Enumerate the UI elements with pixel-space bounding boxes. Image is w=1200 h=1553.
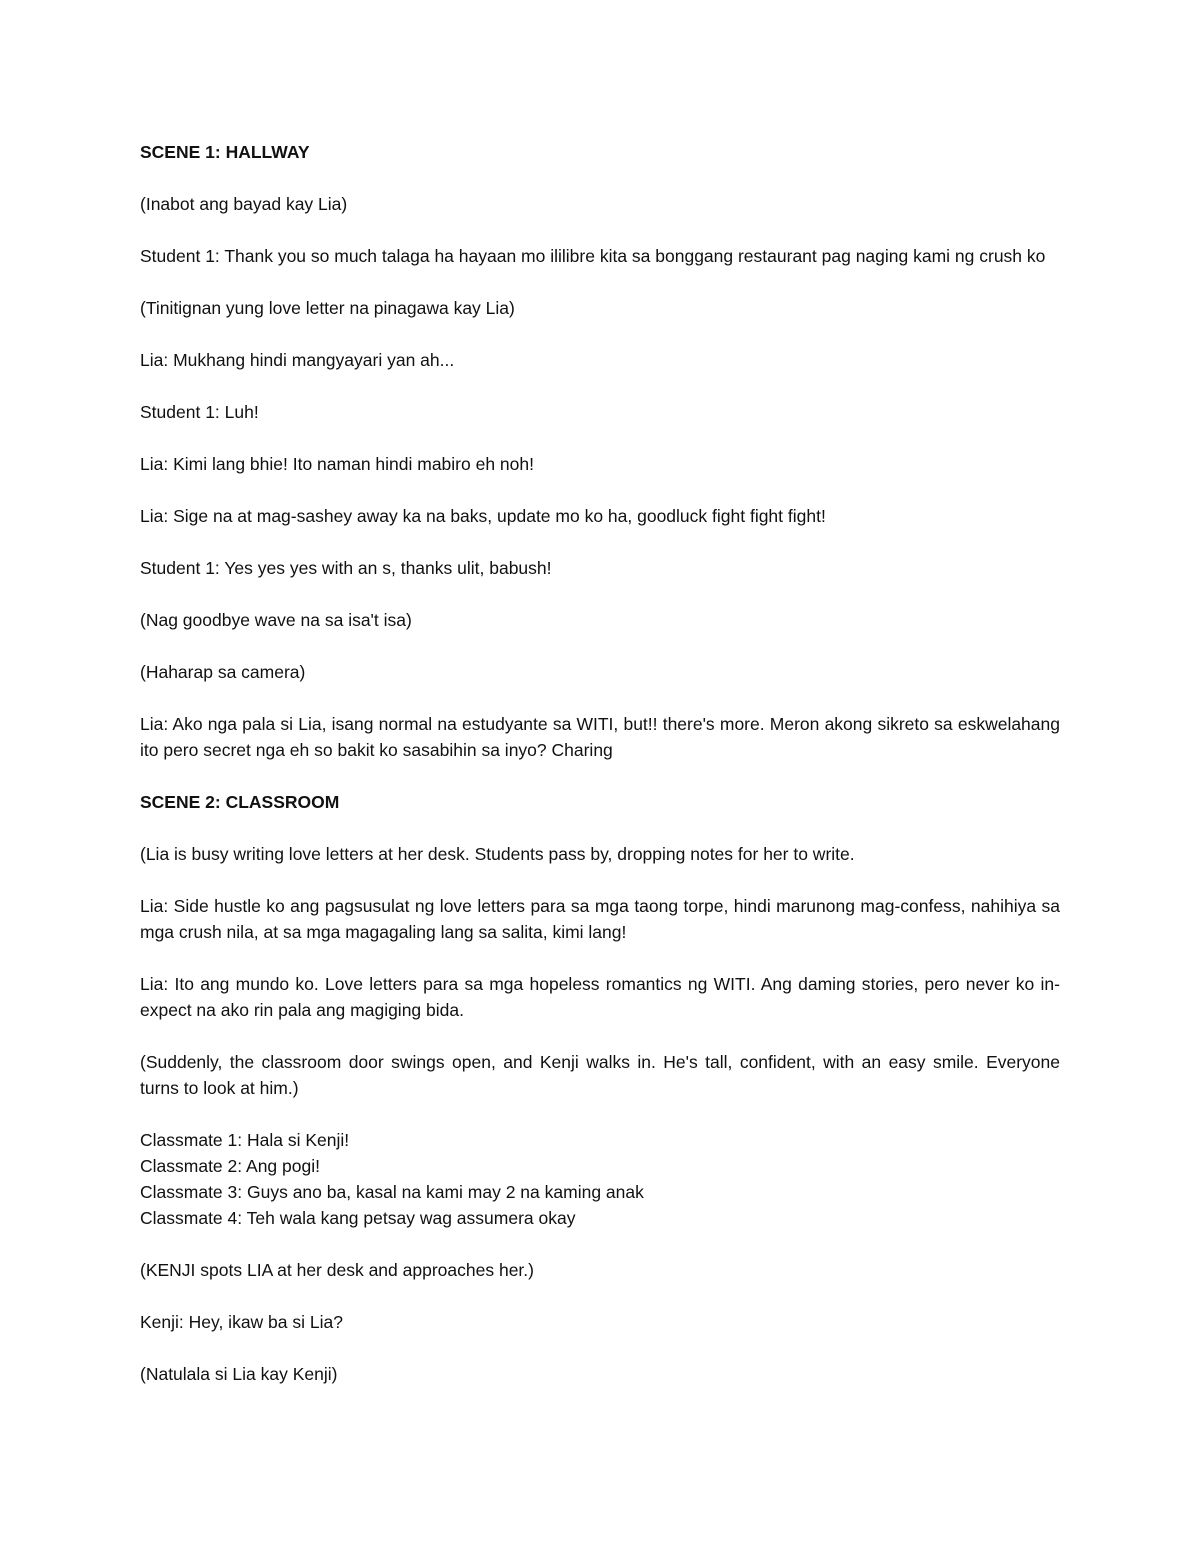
scene-heading: SCENE 1: HALLWAY	[140, 142, 310, 162]
stage-direction: (Lia is busy writing love letters at her desk. Students pass by, dropping notes for her to write.	[140, 844, 855, 864]
dialogue-line: Classmate 4: Teh wala kang petsay wag assumera okay	[140, 1208, 576, 1228]
stage-direction: (Inabot ang bayad kay Lia)	[140, 194, 348, 214]
dialogue-line: Lia: Mukhang hindi mangyayari yan ah...	[140, 350, 455, 370]
dialogue-line: Classmate 3: Guys ano ba, kasal na kami may 2 na kaming anak	[140, 1182, 644, 1202]
dialogue-line: Kenji: Hey, ikaw ba si Lia?	[140, 1312, 343, 1332]
stage-direction: (Haharap sa camera)	[140, 662, 306, 682]
dialogue-line: Student 1: Luh!	[140, 402, 259, 422]
stage-direction: (KENJI spots LIA at her desk and approaches her.)	[140, 1260, 534, 1280]
scene-heading: SCENE 2: CLASSROOM	[140, 792, 340, 812]
stage-direction: (Suddenly, the classroom door swings open, and Kenji walks in. He's tall, confident, with an easy smile. Everyone turns to look at him.)	[140, 1052, 1060, 1098]
stage-direction: (Nag goodbye wave na sa isa't isa)	[140, 610, 412, 630]
classmate-lines	[140, 1127, 1060, 1231]
dialogue-line: Lia: Kimi lang bhie! Ito naman hindi mabiro eh noh!	[140, 454, 534, 474]
dialogue-line: Lia: Ako nga pala si Lia, isang normal na estudyante sa WITI, but!! there's more. Meron akong sikreto sa eskwelahang ito pero secret nga eh so bakit ko sasabihin sa inyo? Charing	[140, 714, 1060, 760]
dialogue-line: Classmate 1: Hala si Kenji!	[140, 1130, 350, 1150]
dialogue-line: Student 1: Thank you so much talaga ha hayaan mo ililibre kita sa bonggang restaurant pag naging kami ng crush ko	[140, 246, 1046, 266]
dialogue-line: Lia: Sige na at mag-sashey away ka na baks, update mo ko ha, goodluck fight fight fight!	[140, 506, 826, 526]
dialogue-line: Lia: Side hustle ko ang pagsusulat ng love letters para sa mga taong torpe, hindi marunong mag-confess, nahihiya sa mga crush nila, at sa mga magagaling lang sa salita, kimi lang!	[140, 896, 1060, 942]
stage-direction: (Tinitignan yung love letter na pinagawa kay Lia)	[140, 298, 515, 318]
dialogue-line: Classmate 2: Ang pogi!	[140, 1156, 320, 1176]
dialogue-line: Student 1: Yes yes yes with an s, thanks ulit, babush!	[140, 558, 552, 578]
dialogue-line: Lia: Ito ang mundo ko. Love letters para sa mga hopeless romantics ng WITI. Ang daming stories, pero never ko in-expect na ako rin pala ang magiging bida.	[140, 974, 1060, 1020]
stage-direction: (Natulala si Lia kay Kenji)	[140, 1364, 338, 1384]
